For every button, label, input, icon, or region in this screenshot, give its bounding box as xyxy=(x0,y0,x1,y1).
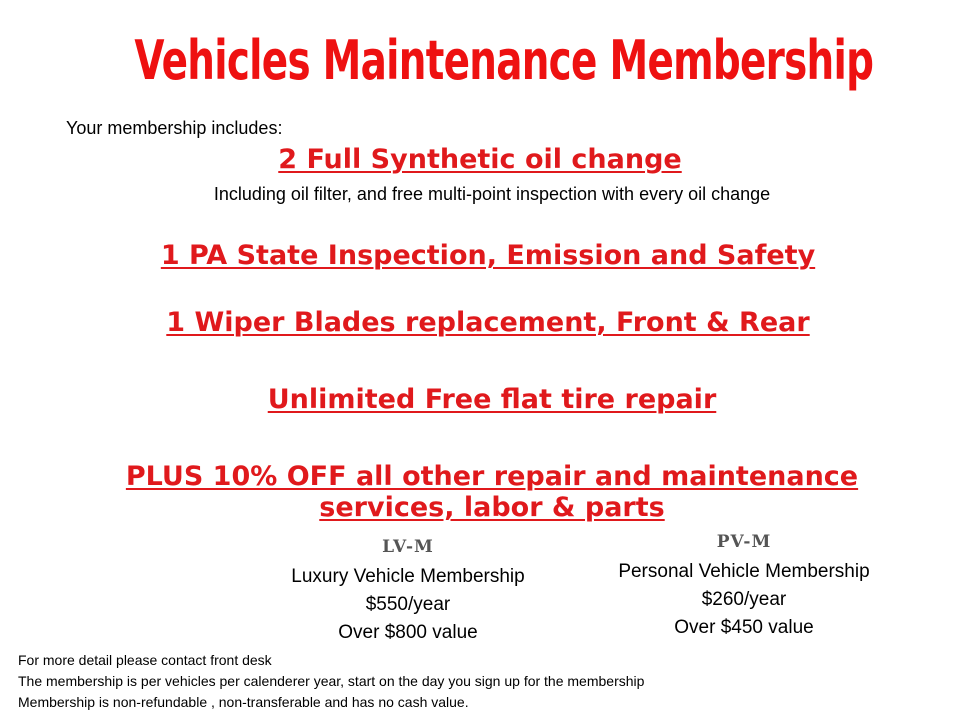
plan-personal xyxy=(594,532,894,642)
benefit-discount xyxy=(0,461,960,523)
benefit-discount-line1: PLUS 10% OFF all other repair and maintenance xyxy=(125,461,859,492)
footer-policy: Membership is non-refundable , non-transferable and has no cash value. xyxy=(18,694,469,710)
benefit-state-inspection: 1 PA State Inspection, Emission and Safety xyxy=(160,240,816,271)
footer-contact: For more detail please contact front desk xyxy=(18,652,272,668)
benefit-oil-change-detail: Including oil filter, and free multi-point inspection with every oil change xyxy=(213,184,771,204)
plan-luxury-code: LV-M xyxy=(382,537,434,557)
page-title: Vehicles Maintenance Membership xyxy=(134,29,874,92)
plan-personal-value: Over $450 value xyxy=(674,617,814,638)
plan-personal-price: $260/year xyxy=(701,589,787,610)
benefit-discount-line2: services, labor & parts xyxy=(319,492,665,523)
plan-luxury-price: $550/year xyxy=(365,594,451,615)
plan-personal-code: PV-M xyxy=(716,532,772,552)
plan-luxury-name: Luxury Vehicle Membership xyxy=(291,566,525,587)
footer-term: The membership is per vehicles per calenderer year, start on the day you sign up for the membership xyxy=(18,673,645,689)
benefit-oil-change: 2 Full Synthetic oil change xyxy=(278,144,682,175)
benefit-flat-tire: Unlimited Free flat tire repair xyxy=(267,384,717,415)
plan-personal-name: Personal Vehicle Membership xyxy=(618,561,870,582)
benefit-wiper-blades: 1 Wiper Blades replacement, Front & Rear xyxy=(166,307,810,338)
footer-notes xyxy=(18,650,644,713)
plan-luxury xyxy=(258,537,558,647)
intro-text: Your membership includes: xyxy=(66,118,283,138)
plan-luxury-value: Over $800 value xyxy=(338,622,478,643)
